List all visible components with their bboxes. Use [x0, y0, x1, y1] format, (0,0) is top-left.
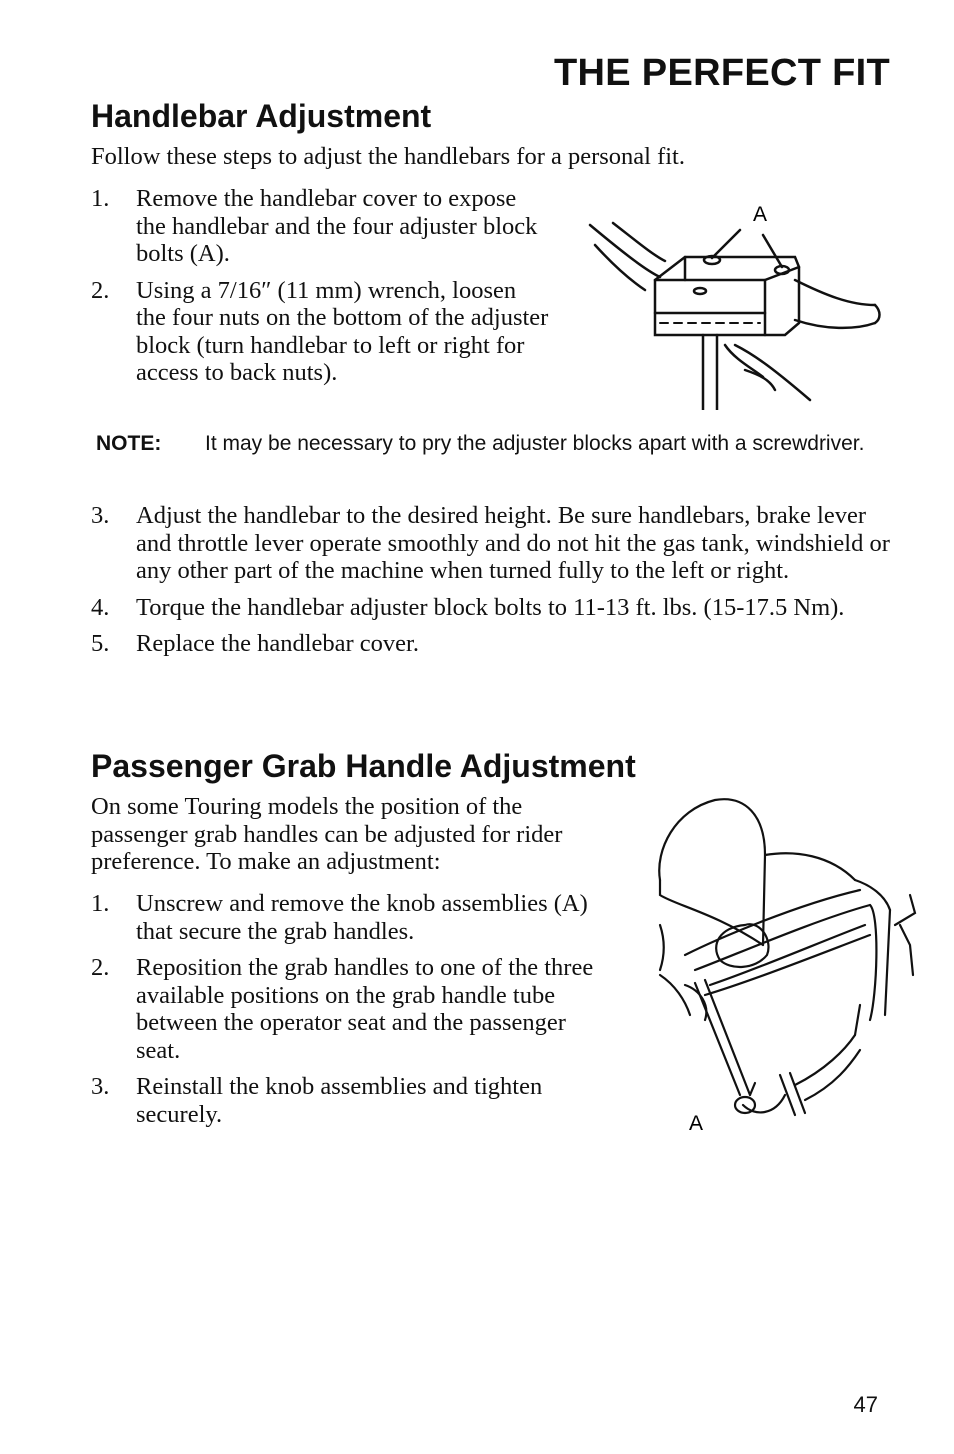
- handlebar-intro: Follow these steps to adjust the handlebars for a personal fit.: [91, 143, 685, 170]
- section-title-grab-handle: Passenger Grab Handle Adjustment: [91, 748, 636, 784]
- list-item: 2. Using a 7/16″ (11 mm) wrench, loosen the four nuts on the bottom of the adjuster block (turn handlebar to left or right for access to back nuts).: [91, 276, 549, 386]
- page-number: 47: [853, 1392, 878, 1417]
- note-text: It may be necessary to pry the adjuster blocks apart with a screwdriver.: [205, 432, 865, 455]
- handlebar-adjuster-illustration: [585, 195, 885, 410]
- handlebar-adjuster-figure: [585, 195, 885, 410]
- grab-handle-steps: [91, 890, 606, 1137]
- grab-handle-intro: On some Touring models the position of the passenger grab handles can be adjusted for rider preference. To make an adjustment:: [91, 793, 563, 875]
- note-label: NOTE:: [96, 432, 162, 455]
- section-title-handlebar: Handlebar Adjustment: [91, 98, 432, 134]
- list-item: 4. Torque the handlebar adjuster block bolts to 11-13 ft. lbs. (15-17.5 Nm).: [91, 593, 845, 621]
- list-item: 1. Unscrew and remove the knob assemblies (A) that secure the grab handles.: [91, 890, 588, 945]
- list-item: 2. Reposition the grab handles to one of the three available positions on the grab handle tube between the operator seat and the passenger seat.: [91, 954, 594, 1064]
- callout-label-a: A: [753, 203, 768, 226]
- handlebar-steps-a: [91, 185, 551, 396]
- handlebar-steps-b: [91, 502, 891, 667]
- list-item: 3. Adjust the handlebar to the desired height. Be sure handlebars, brake lever and throttle lever operate smoothly and do not hit the gas tank, windshield or any other part of the machine when turned fully to the left or right.: [91, 502, 890, 584]
- grab-handle-illustration: [655, 795, 920, 1140]
- chapter-title: THE PERFECT FIT: [554, 52, 890, 94]
- list-item: 1. Remove the handlebar cover to expose the handlebar and the four adjuster block bolts (A).: [91, 185, 538, 267]
- list-item: 5. Replace the handlebar cover.: [91, 630, 419, 657]
- note-block: [96, 432, 896, 455]
- grab-handle-figure: [655, 795, 920, 1140]
- list-item: 3. Reinstall the knob assemblies and tighten securely.: [91, 1073, 543, 1128]
- callout-label-a: A: [689, 1112, 704, 1135]
